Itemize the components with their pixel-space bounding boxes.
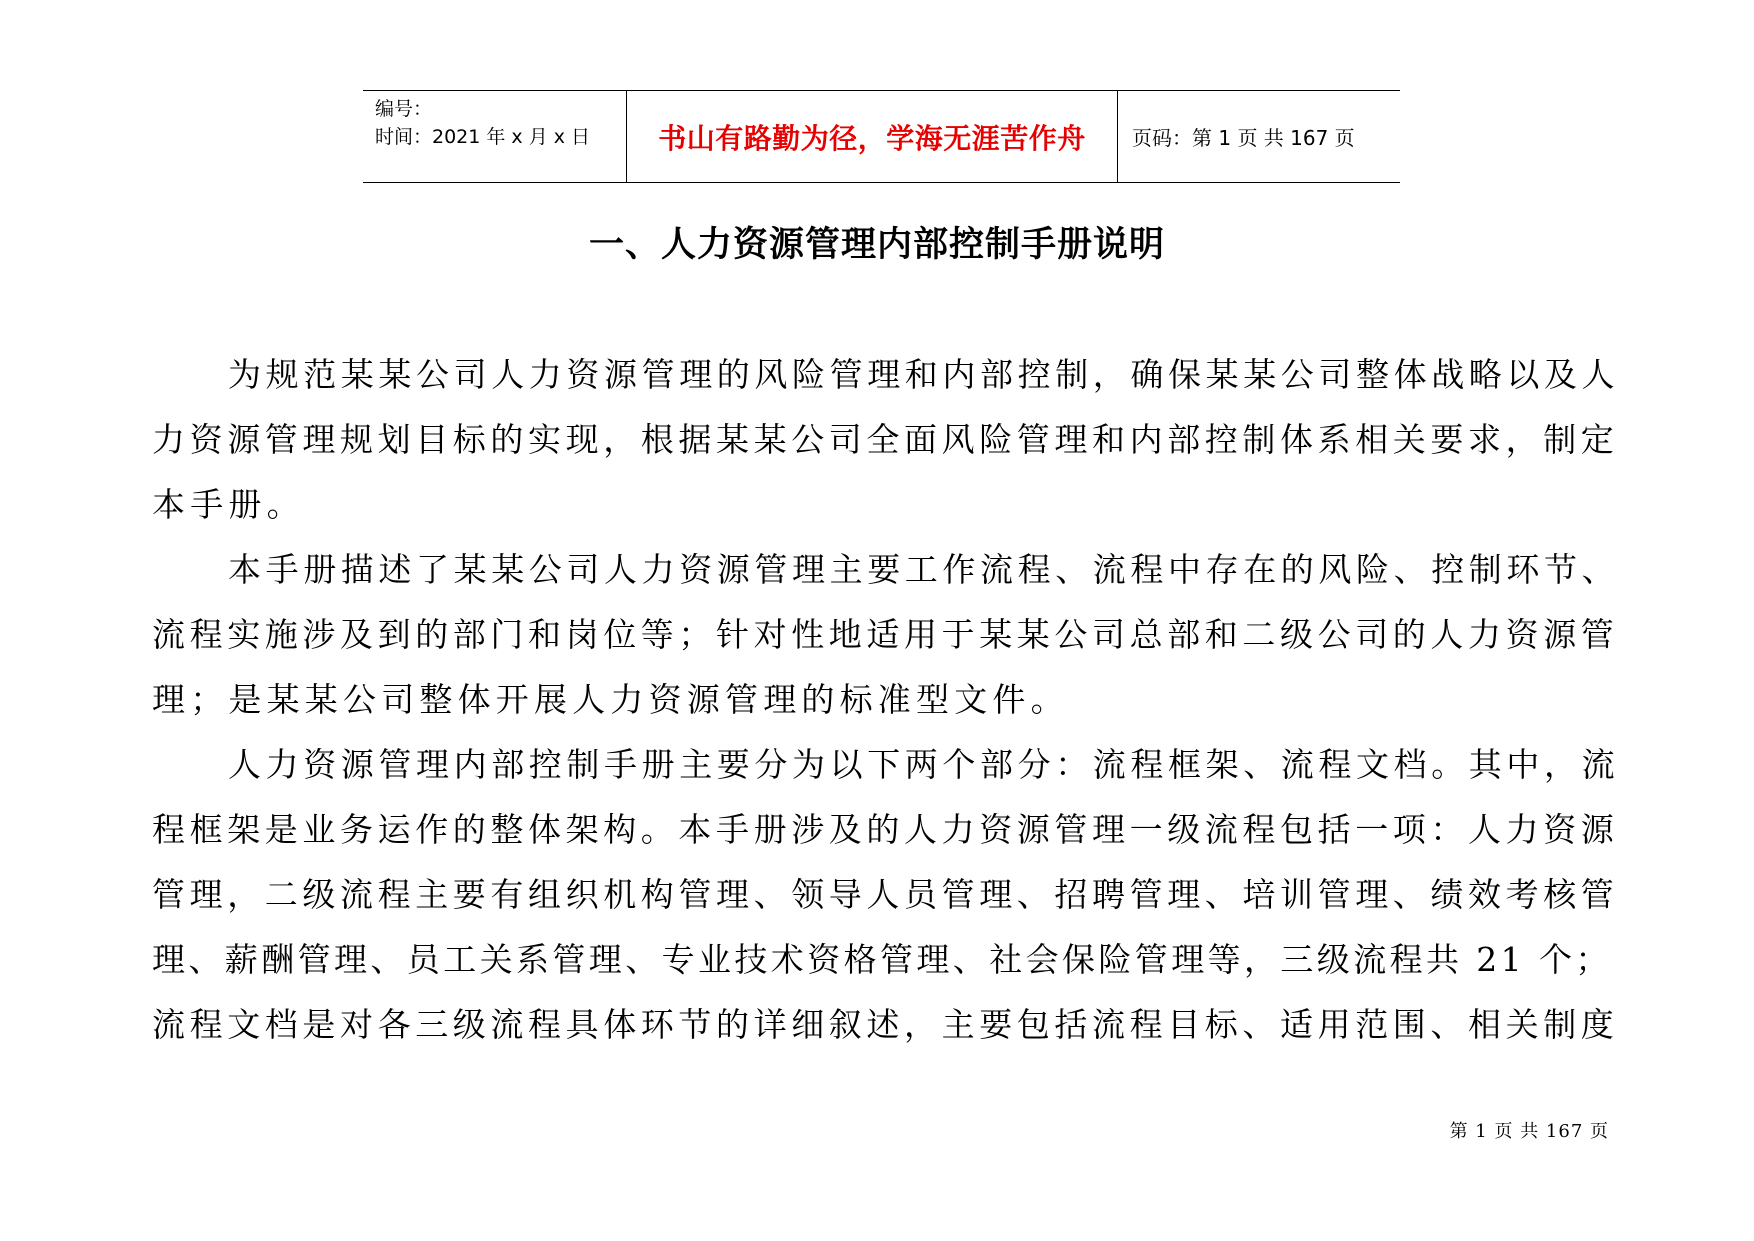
document-time-label: 时间：2021 年 x 月 x 日: [375, 126, 591, 148]
paragraph-line: 本手册描述了某某公司人力资源管理主要工作流程、流程中存在的风险、控制环节、: [228, 550, 1620, 589]
body-paragraph: [152, 732, 1622, 1057]
paragraph-line: 理、薪酬管理、员工关系管理、专业技术资格管理、社会保险管理等，三级流程共 21 个；: [152, 940, 1612, 979]
paragraph-line: 本手册。: [152, 485, 305, 524]
header-page-info: 页码：第 1 页 共 167 页: [1132, 126, 1355, 150]
header-meta-cell: [363, 91, 627, 182]
paragraph-line: 流程文档是对各三级流程具体环节的详细叙述，主要包括流程目标、适用范围、相关制度: [152, 1005, 1619, 1044]
document-number-label: 编号：: [375, 98, 433, 120]
paragraph-line: 理；是某某公司整体开展人力资源管理的标准型文件。: [152, 680, 1069, 719]
paragraph-line: 管理，二级流程主要有组织机构管理、领导人员管理、招聘管理、培训管理、绩效考核管: [152, 875, 1619, 914]
body-paragraph: [152, 537, 1622, 732]
paragraph-line: 人力资源管理内部控制手册主要分为以下两个部分：流程框架、流程文档。其中，流: [228, 745, 1620, 784]
body-text: [152, 342, 1622, 1057]
header-page-cell: [1118, 91, 1400, 182]
header-motto-cell: [627, 91, 1118, 182]
body-paragraph: [152, 342, 1622, 537]
paragraph-line: 流程实施涉及到的部门和岗位等；针对性地适用于某某公司总部和二级公司的人力资源管: [152, 615, 1619, 654]
document-header-table: [363, 90, 1400, 183]
paragraph-line: 为规范某某公司人力资源管理的风险管理和内部控制，确保某某公司整体战略以及人: [228, 355, 1620, 394]
paragraph-line: 力资源管理规划目标的实现，根据某某公司全面风险管理和内部控制体系相关要求，制定: [152, 420, 1619, 459]
paragraph-line: 程框架是业务运作的整体架构。本手册涉及的人力资源管理一级流程包括一项：人力资源: [152, 810, 1619, 849]
header-motto: 书山有路勤为径，学海无涯苦作舟: [658, 121, 1086, 155]
page-footer: 第 1 页 共 167 页: [1449, 1121, 1609, 1142]
section-heading: 一、人力资源管理内部控制手册说明: [588, 225, 1165, 265]
